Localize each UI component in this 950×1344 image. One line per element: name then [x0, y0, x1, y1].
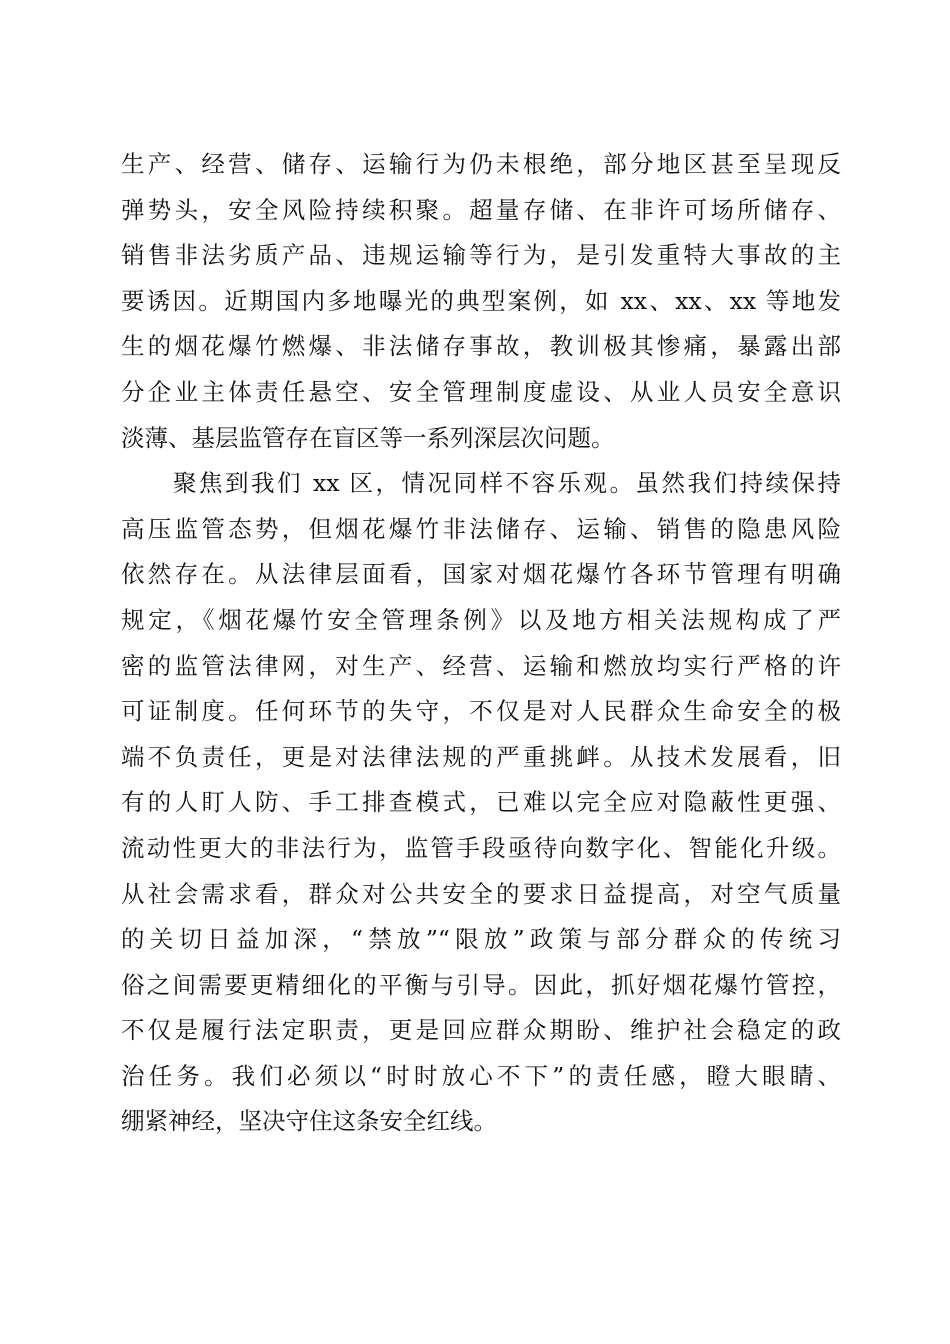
text-line: 销售非法劣质产品、违规运输等行为，是引发重特大事故的主 — [121, 241, 841, 270]
text-line: 不仅是履行法定职责，更是回应群众期盼、维护社会稳定的政 — [121, 1016, 841, 1045]
text-line: 生产、经营、储存、运输行为仍未根绝，部分地区甚至呈现反 — [121, 150, 841, 178]
text-line: 生的烟花爆竹燃爆、非法储存事故，教训极其惨痛，暴露出部 — [121, 332, 841, 361]
text-line: 从社会需求看，群众对公共安全的要求日益提高，对空气质量 — [121, 879, 841, 908]
text-line: 规定，《烟花爆竹安全管理条例》以及地方相关法规构成了严 — [121, 605, 841, 634]
text-line: 高压监管态势，但烟花爆竹非法储存、运输、销售的隐患风险 — [121, 514, 841, 543]
body-text — [121, 142, 841, 1145]
text-line: 的关切日益加深，“禁放”“限放”政策与部分群众的传统习 — [121, 925, 841, 954]
text-line: 聚焦到我们 xx 区，情况同样不容乐观。虽然我们持续保持 — [121, 469, 841, 498]
text-line: 分企业主体责任悬空、安全管理制度虚设、从业人员安全意识 — [121, 377, 841, 406]
text-line: 流动性更大的非法行为，监管手段亟待向数字化、智能化升级。 — [121, 833, 841, 862]
text-line: 依然存在。从法律层面看，国家对烟花爆竹各环节管理有明确 — [121, 560, 841, 589]
text-line: 绷紧神经，坚决守住这条安全红线。 — [121, 1107, 497, 1136]
text-line: 有的人盯人防、手工排查模式，已难以完全应对隐蔽性更强、 — [121, 788, 841, 817]
text-line: 俗之间需要更精细化的平衡与引导。因此，抓好烟花爆竹管控， — [121, 970, 841, 999]
text-line: 可证制度。任何环节的失守，不仅是对人民群众生命安全的极 — [121, 697, 841, 726]
text-line: 端不负责任，更是对法律法规的严重挑衅。从技术发展看，旧 — [121, 742, 841, 771]
text-line: 弹势头，安全风险持续积聚。超量存储、在非许可场所储存、 — [121, 195, 841, 224]
paragraph-2 — [121, 461, 841, 1145]
text-line: 治任务。我们必须以“时时放心不下”的责任感，瞪大眼睛、 — [121, 1061, 841, 1090]
text-line: 密的监管法律网，对生产、经营、运输和燃放均实行严格的许 — [121, 651, 841, 680]
paragraph-1 — [121, 142, 841, 461]
text-line: 淡薄、基层监管存在盲区等一系列深层次问题。 — [121, 423, 615, 452]
text-line: 要诱因。近期国内多地曝光的典型案例，如 xx、xx、xx 等地发 — [121, 286, 841, 315]
